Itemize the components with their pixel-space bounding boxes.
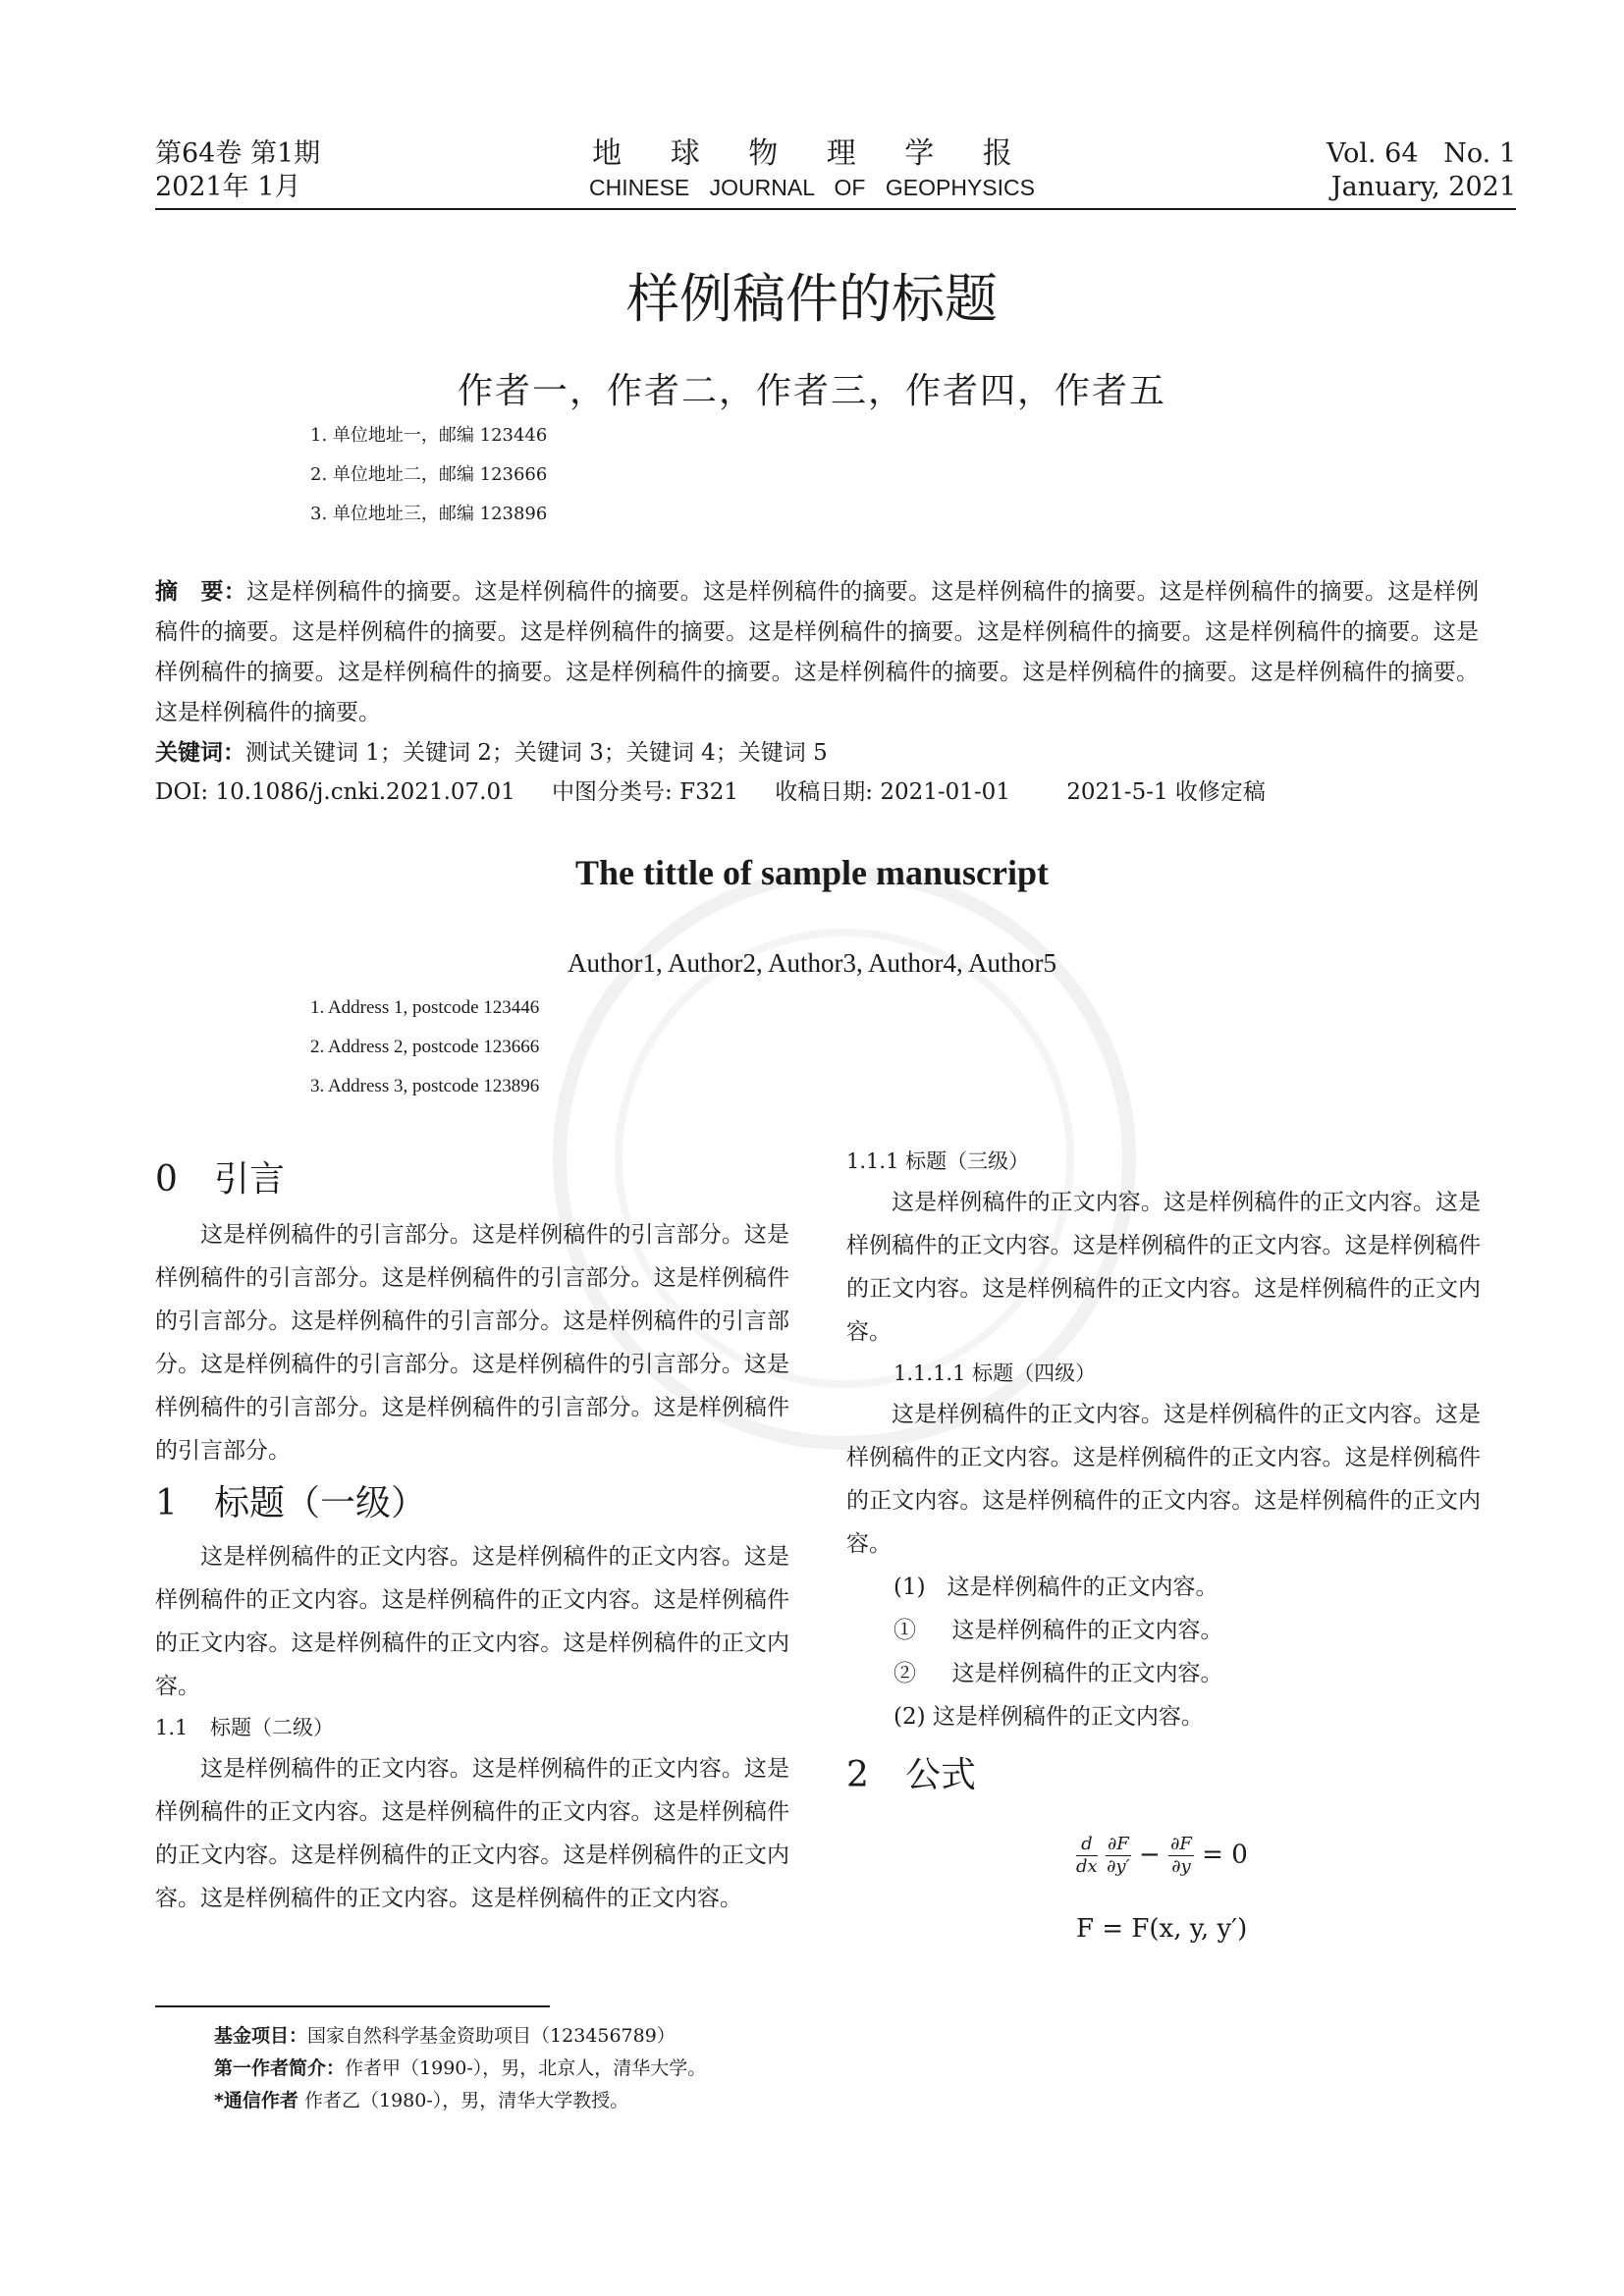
- address-cn-2: 2. 单位地址二，邮编 123666: [310, 464, 548, 485]
- clc-number: 中图分类号: F321: [552, 779, 738, 805]
- revised-date: 2021-5-1 收修定稿: [1066, 779, 1266, 805]
- footnote-rule: [155, 2005, 550, 2007]
- list-item: ① 这是样例稿件的正文内容。: [893, 1618, 1223, 1643]
- footnote-first-author: 第一作者简介：作者甲（1990-），男，北京人，清华大学。: [214, 2057, 707, 2079]
- fraction-d-dx: $\frac{d}{dx}$: [1076, 1834, 1098, 1877]
- body-paragraph: 这是样例稿件的正文内容。这是样例稿件的正文内容。这是样例稿件的正文内容。这是样例稿件的正文内容。这是样例稿件的正文内容。这是样例稿件的正文内容。这是样例稿件的正文内容。这是样例稿件的正文内容。这是样例稿件的正文内容。: [155, 1756, 789, 1911]
- fraction-dF-dyprime: $\frac{\partial F}{\partial y'}$: [1107, 1834, 1130, 1877]
- volume-issue-en: Vol. 64 No. 1: [1326, 138, 1516, 169]
- formula-euler-lagrange: [1076, 1834, 1248, 1878]
- section-number: 2: [846, 1755, 869, 1795]
- body-paragraph: 这是样例稿件的正文内容。这是样例稿件的正文内容。这是样例稿件的正文内容。这是样例稿件的正文内容。这是样例稿件的正文内容。这是样例稿件的正文内容。这是样例稿件的正文内容。: [846, 1402, 1481, 1557]
- subsection-heading-1-1-1: 1.1.1 标题（三级）: [846, 1149, 1030, 1173]
- keywords-label: 关键词：: [155, 740, 245, 766]
- volume-issue-cn: 第64卷 第1期: [155, 138, 321, 169]
- subsection-heading-1-1: [155, 1708, 789, 1747]
- address-en-1: 1. Address 1, postcode 123446: [310, 997, 540, 1018]
- fraction-dF-dy: $\frac{\partial F}{\partial y}$: [1170, 1834, 1192, 1877]
- date-en: January, 2021: [1330, 172, 1516, 202]
- section-heading-1: [155, 1482, 789, 1525]
- list-item: (2) 这是样例稿件的正文内容。: [893, 1704, 1204, 1730]
- section-heading-2: [846, 1754, 1481, 1797]
- equals-zero: = 0: [1202, 1840, 1248, 1870]
- paper-title-en: The tittle of sample manuscript: [575, 853, 1049, 892]
- header-left: [155, 137, 320, 204]
- address-list-en: [310, 988, 539, 1106]
- keywords-text: 测试关键词 1；关键词 2；关键词 3；关键词 4；关键词 5: [245, 740, 828, 766]
- abstract: [155, 572, 1479, 733]
- journal-name: [517, 136, 1107, 203]
- paper-title-cn: 样例稿件的标题: [626, 268, 998, 330]
- journal-name-en: CHINESE JOURNAL OF GEOPHYSICS: [589, 175, 1035, 200]
- journal-name-cn: 地 球 物 理 学 报: [592, 136, 1032, 171]
- subsection-number: 1.1: [155, 1716, 189, 1739]
- footnote-label: 第一作者简介：: [214, 2057, 346, 2079]
- abstract-text: 这是样例稿件的摘要。这是样例稿件的摘要。这是样例稿件的摘要。这是样例稿件的摘要。这是样例稿件的摘要。这是样例稿件的摘要。这是样例稿件的摘要。这是样例稿件的摘要。这是样例稿件的摘要。这是样例稿件的摘要。这是样例稿件的摘要。这是样例稿件的摘要。这是样例稿件的摘要。这是样例稿件的摘要。这是样例稿件的摘要。这是样例稿件的摘要。这是样例稿件的摘要。这是样例稿件的摘要。: [155, 579, 1480, 725]
- keywords: [155, 734, 828, 767]
- date-cn: 2021年 1月: [155, 172, 301, 202]
- section-heading-0: [155, 1158, 789, 1201]
- left-column: [155, 1158, 789, 1920]
- intro-paragraph: 这是样例稿件的引言部分。这是样例稿件的引言部分。这是样例稿件的引言部分。这是样例稿件的引言部分。这是样例稿件的引言部分。这是样例稿件的引言部分。这是样例稿件的引言部分。这是样例稿件的引言部分。这是样例稿件的引言部分。这是样例稿件的引言部分。这是样例稿件的引言部分。这是样例稿件的引言部分。: [155, 1222, 789, 1464]
- section-title: 标题（一级）: [214, 1483, 427, 1523]
- authors-en: Author1, Author2, Author3, Author4, Author5: [568, 948, 1056, 978]
- doi-line: [155, 774, 1295, 806]
- footnotes: [214, 2020, 706, 2117]
- doi: DOI: 10.1086/j.cnki.2021.07.01: [155, 779, 515, 805]
- section-title: 引言: [214, 1159, 286, 1200]
- header-rule: [155, 208, 1516, 210]
- received-date: 收稿日期: 2021-01-01: [775, 779, 1010, 805]
- subsection-heading-1-1-1-1: 1.1.1.1 标题（四级）: [893, 1362, 1097, 1385]
- list-item: (1) 这是样例稿件的正文内容。: [893, 1575, 1218, 1600]
- section-number: 1: [155, 1483, 178, 1523]
- section-title: 公式: [905, 1755, 977, 1795]
- footnote-label: 基金项目：: [214, 2025, 308, 2047]
- right-column: [846, 1142, 1481, 1797]
- address-list-cn: [310, 416, 547, 534]
- authors-cn: 作者一，作者二，作者三，作者四，作者五: [457, 371, 1166, 411]
- body-paragraph: 这是样例稿件的正文内容。这是样例稿件的正文内容。这是样例稿件的正文内容。这是样例稿件的正文内容。这是样例稿件的正文内容。这是样例稿件的正文内容。这是样例稿件的正文内容。: [846, 1190, 1481, 1345]
- header-right: [1123, 137, 1516, 204]
- formula-functional: F = F(x, y, y′): [1076, 1914, 1248, 1944]
- address-cn-3: 3. 单位地址三，邮编 123896: [310, 504, 548, 524]
- footnote-label: *通信作者: [214, 2090, 298, 2111]
- list-item: ② 这是样例稿件的正文内容。: [893, 1661, 1223, 1686]
- section-number: 0: [155, 1159, 178, 1200]
- address-en-3: 3. Address 3, postcode 123896: [310, 1076, 540, 1096]
- minus-sign: −: [1139, 1840, 1161, 1870]
- footnote-funding: 基金项目：国家自然科学基金资助项目（123456789）: [214, 2025, 676, 2047]
- address-en-2: 2. Address 2, postcode 123666: [310, 1037, 540, 1057]
- footnote-corresponding: *通信作者 作者乙（1980-），男，清华大学教授。: [214, 2090, 629, 2111]
- address-cn-1: 1. 单位地址一，邮编 123446: [310, 425, 548, 446]
- subsection-title: 标题（二级）: [210, 1716, 334, 1739]
- abstract-label: 摘 要：: [155, 579, 246, 605]
- body-paragraph: 这是样例稿件的正文内容。这是样例稿件的正文内容。这是样例稿件的正文内容。这是样例稿件的正文内容。这是样例稿件的正文内容。这是样例稿件的正文内容。这是样例稿件的正文内容。: [155, 1544, 789, 1699]
